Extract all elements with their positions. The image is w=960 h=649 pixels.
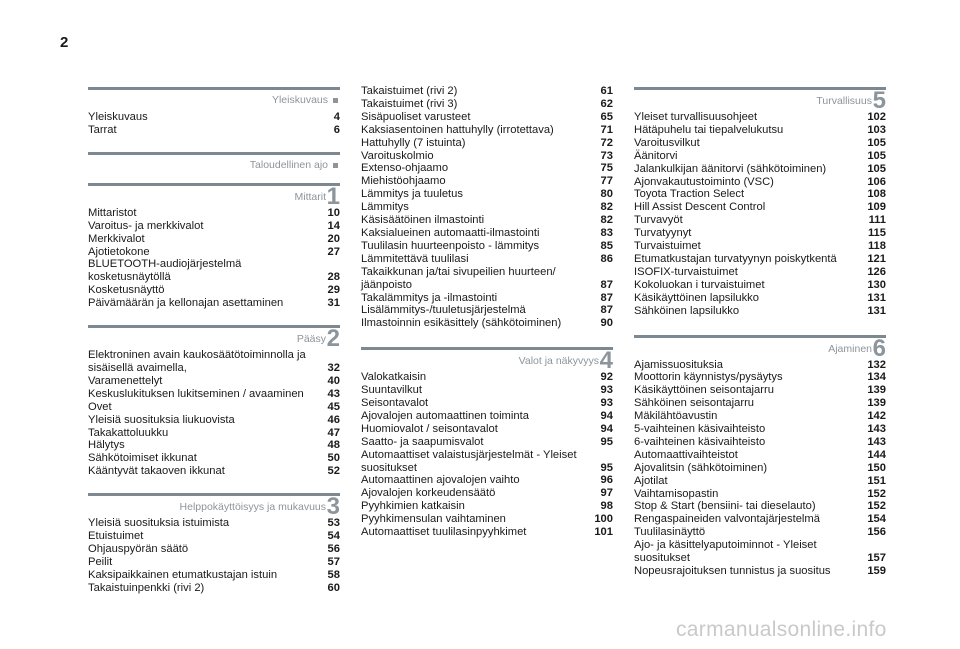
toc-entry[interactable] [634,266,886,279]
entry-page-number: 108 [867,188,886,201]
entry-page-number: 100 [594,513,613,526]
toc-entry[interactable] [88,517,340,530]
page-number: 2 [60,34,69,51]
entry-title: Hälytys [88,439,125,452]
entry-page-number: 31 [327,297,340,310]
entry-page-number: 144 [867,448,886,461]
toc-entry[interactable] [634,188,886,201]
entry-title: Miehistöohjaamo [361,175,446,188]
entry-page-number: 101 [594,526,613,539]
toc-entry[interactable] [634,201,886,214]
entry-title: Sisäpuoliset varusteet [361,110,471,123]
entry-page-number: 93 [600,397,613,410]
entry-page-number: 20 [327,232,340,245]
entry-title: Tuulilasinäyttö [634,526,706,539]
entry-page-number: 94 [600,422,613,435]
entry-title: Moottorin käynnistys/pysäytys [634,371,783,384]
toc-entry[interactable] [634,384,886,397]
toc-entry[interactable] [361,410,613,423]
entry-title: Nopeusrajoituksen tunnistus ja suositus [634,565,831,577]
entry-title: Äänitorvi [634,149,678,162]
toc-entry[interactable] [88,465,340,478]
entry-title: Varoitusvilkut [634,136,700,149]
toc-entry[interactable] [88,207,340,220]
entry-title: Kääntyvät takaoven ikkunat [88,465,225,478]
entry-page-number: 82 [600,201,613,214]
entry-page-number: 48 [327,439,340,452]
entry-title: Ajamissuosituksia [634,358,723,371]
toc-entry[interactable] [88,258,340,284]
entry-title: Sähkötoimiset ikkunat [88,452,197,465]
toc-entry[interactable] [634,436,886,449]
section-number: 1 [326,182,340,210]
entry-page-number: 27 [327,245,340,258]
entry-title: Sähköinen seisontajarru [634,397,755,410]
section-header [88,149,340,176]
entry-title: Mittaristot [88,206,137,219]
entry-title: Ajo- ja käsittelyaputoiminnot - Yleiset suositukset [634,539,817,565]
entry-title: Automaattivaihteistot [634,448,738,461]
entry-page-number: 87 [600,304,613,317]
entry-page-number: 47 [327,426,340,439]
entry-page-number: 57 [327,555,340,568]
toc-entry[interactable] [361,371,613,384]
entry-page-number: 71 [600,123,613,136]
toc-entry[interactable] [361,526,613,539]
entry-page-number: 53 [327,517,340,530]
entry-page-number: 90 [600,317,613,330]
entry-page-number: 92 [600,371,613,384]
entry-title: Ajovalojen korkeudensäätö [361,487,496,500]
toc-entry[interactable] [634,488,886,501]
toc-entry[interactable] [88,284,340,297]
section-header [361,344,613,375]
entry-title: Ajotilat [634,474,668,487]
entry-title: Ilmastoinnin esikäsittely (sähkötoiminen) [361,317,562,330]
toc-entry[interactable] [88,375,340,388]
toc-entry[interactable] [88,233,340,246]
toc-entry[interactable] [634,410,886,423]
square-marker-icon [333,163,338,168]
toc-entry[interactable] [634,359,886,372]
toc-entry[interactable] [88,427,340,440]
entry-page-number: 28 [327,271,340,284]
entry-page-number: 54 [327,530,340,543]
toc-entry[interactable] [634,279,886,292]
entry-page-number: 126 [867,265,886,278]
toc-entry[interactable] [361,449,613,475]
entry-page-number: 86 [600,252,613,265]
square-marker-icon [333,98,338,103]
entry-title: Ovet [88,400,112,413]
toc-entry[interactable] [634,111,886,124]
toc-entry[interactable] [88,556,340,569]
toc-entry[interactable] [361,98,613,111]
section-divider [88,87,340,90]
entry-title: Yleisiä suosituksia liukuovista [88,413,235,426]
entry-page-number: 29 [327,284,340,297]
entry-title: Lisälämmitys-/tuuletusjärjestelmä [361,304,526,317]
toc-entry[interactable] [361,487,613,500]
entry-title: Takakattoluukku [88,426,169,439]
entry-page-number: 150 [867,461,886,474]
toc-entry[interactable] [88,401,340,414]
entry-title: Jalankulkijan äänitorvi (sähkötoiminen) [634,162,827,175]
entry-title: Kaksipaikkainen etumatkustajan istuin [88,568,278,581]
entry-page-number: 134 [867,371,886,384]
entry-title: Käsisäätöinen ilmastointi [361,214,485,227]
entry-page-number: 154 [867,513,886,526]
entry-page-number: 4 [333,111,340,123]
toc-entry[interactable] [634,137,886,150]
entry-page-number: 115 [867,227,886,240]
entry-title: Extenso-ohjaamo [361,162,449,175]
entry-title: Kosketusnäyttö [88,284,165,297]
entry-page-number: 109 [867,201,886,214]
entry-page-number: 111 [868,214,886,227]
entry-page-number: 45 [327,400,340,413]
section-title: Taloudellinen ajo [249,158,328,171]
section-title: Yleiskuvaus [271,94,328,106]
entry-title: Lämmitettävä tuulilasi [361,252,469,265]
entry-page-number: 43 [327,387,340,400]
toc-entry[interactable] [361,474,613,487]
entry-title: Takaistuimet (rivi 2) [361,85,458,97]
toc-entry[interactable] [634,176,886,189]
entry-page-number: 131 [867,304,886,317]
entry-title: Ajovalojen automaattinen toiminta [361,409,529,422]
section-divider [634,87,886,90]
entry-title: Hill Assist Descent Control [634,201,766,214]
entry-title: Hätäpuhelu tai tiepalvelukutsu [634,123,784,136]
entry-page-number: 132 [867,358,886,371]
watermark: carmanualsonline.info [676,618,887,641]
toc-entry[interactable] [634,449,886,462]
entry-page-number: 40 [327,374,340,387]
entry-page-number: 93 [600,384,613,397]
entry-title: Käsikäyttöinen lapsilukko [634,291,759,304]
entry-title: Automaattiset valaistusjärjestelmät - Yleiset suositukset [361,448,577,474]
entry-title: 6-vaihteinen käsivaihteisto [634,435,766,448]
toc-entry[interactable] [88,246,340,259]
entry-title: Takaistuimet (rivi 3) [361,97,458,110]
section-divider [88,493,340,496]
entry-page-number: 143 [867,423,886,436]
entry-page-number: 156 [867,526,886,539]
entry-page-number: 106 [867,175,886,188]
toc-entry[interactable] [361,85,613,98]
entry-title: Automaattiset tuulilasinpyyhkimet [361,526,527,539]
entry-page-number: 143 [867,435,886,448]
toc-entry[interactable] [361,150,613,163]
section-divider [361,347,613,350]
section-number: 6 [872,334,886,362]
section-title: Ajaminen [828,342,872,355]
section-number: 4 [599,347,613,375]
toc-entry[interactable] [88,582,340,595]
entry-page-number: 85 [600,239,613,252]
entry-title: Huomiovalot / seisontavalot [361,422,498,435]
toc-entry[interactable] [88,569,340,582]
entry-title: Etumatkustajan turvatyynyn poiskytkentä [634,252,837,265]
entry-page-number: 130 [867,278,886,291]
toc-entry[interactable] [634,292,886,305]
entry-title: 5-vaihteinen käsivaihteisto [634,423,766,436]
section-divider [88,183,340,186]
section-number: 2 [326,325,340,353]
entry-title: Käsikäyttöinen seisontajarru [634,384,774,397]
entry-title: Varoituskolmio [361,149,434,162]
toc-entry[interactable] [634,150,886,163]
entry-title: Hattuhylly (7 istuinta) [361,136,466,149]
section-title: Pääsy [296,333,326,346]
entry-page-number: 96 [600,474,613,487]
toc-entry[interactable] [634,397,886,410]
entry-title: Suuntavilkut [361,384,422,397]
entry-title: Elektroninen avain kaukosäätötoiminnolla ja sisäisellä avaimella, [88,349,306,374]
toc-entry[interactable] [361,162,613,175]
entry-page-number: 139 [867,384,886,397]
entry-title: Valokatkaisin [361,371,427,384]
entry-page-number: 97 [600,487,613,500]
entry-title: Mäkilähtöavustin [634,410,718,423]
entry-title: Lämmitys [361,201,409,214]
entry-title: Päivämäärän ja kellonajan asettaminen [88,297,284,310]
toc-entry[interactable] [361,292,613,305]
entry-title: Stop & Start (bensiini- tai dieselauto) [634,500,816,513]
section-header [88,322,340,353]
toc-entry[interactable] [361,124,613,137]
section-divider [88,325,340,328]
toc-entry[interactable] [361,240,613,253]
toc-entry[interactable] [634,305,886,318]
entry-page-number: 98 [600,500,613,513]
toc-entry[interactable] [361,111,613,124]
entry-page-number: 10 [327,206,340,219]
entry-page-number: 118 [867,240,886,253]
toc-entry[interactable] [634,539,886,565]
entry-page-number: 32 [327,361,340,374]
entry-title: Sähköinen lapsilukko [634,304,740,317]
toc-entry[interactable] [361,266,613,292]
toc-entry[interactable] [361,214,613,227]
section-title: Mittarit [294,190,326,203]
entry-title: Kaksialueinen automaatti-ilmastointi [361,226,540,239]
toc-entry[interactable] [88,124,340,137]
entry-title: Yleiskuvaus [88,111,148,123]
entry-title: Toyota Traction Select [634,188,745,201]
toc-entry[interactable] [361,317,613,330]
toc-column-3 [634,80,886,578]
entry-title: Merkkivalot [88,232,145,245]
toc-entry[interactable] [361,201,613,214]
entry-title: ISOFIX-turvaistuimet [634,265,738,278]
entry-title: Varamenettelyt [88,374,163,387]
entry-title: Ohjauspyörän säätö [88,542,189,555]
entry-title: Saatto- ja saapumisvalot [361,435,484,448]
toc-entry[interactable] [361,188,613,201]
entry-page-number: 105 [867,162,886,175]
section-header [88,84,340,111]
entry-title: Rengaspaineiden valvontajärjestelmä [634,513,820,526]
toc-entry[interactable] [634,423,886,436]
entry-page-number: 87 [600,291,613,304]
entry-page-number: 77 [600,175,613,188]
toc-entry[interactable] [361,175,613,188]
entry-title: Seisontavalot [361,397,429,410]
toc-entry[interactable] [634,500,886,513]
section-header [634,84,886,114]
entry-title: Takaikkunan ja/tai sivupeilien huurteen/ jäänpoisto [361,265,556,291]
toc-entry[interactable] [88,414,340,427]
entry-page-number: 6 [333,123,340,136]
toc-column-2 [361,85,613,539]
entry-title: Tuulilasin huurteenpoisto - lämmitys [361,239,540,252]
entry-title: Yleiset turvallisuusohjeet [634,111,758,123]
entry-page-number: 82 [600,214,613,227]
entry-title: Keskuslukituksen lukitseminen / avaaminen [88,387,304,400]
toc-entry[interactable] [634,124,886,137]
entry-title: Takaistuinpenkki (rivi 2) [88,581,205,594]
entry-page-number: 72 [600,136,613,149]
toc-entry[interactable] [361,253,613,266]
toc-entry[interactable] [88,220,340,233]
toc-entry[interactable] [634,513,886,526]
toc-column-1 [88,80,340,603]
toc-entry[interactable] [634,214,886,227]
toc-entry[interactable] [361,384,613,397]
toc-entry[interactable] [88,388,340,401]
section-number: 3 [326,493,340,521]
entry-title: Turvavyöt [634,214,683,227]
entry-title: Ajotietokone [88,245,150,258]
toc-entry[interactable] [361,436,613,449]
entry-title: Peilit [88,555,113,568]
section-header [88,490,340,521]
toc-entry[interactable] [634,462,886,475]
entry-title: Yleisiä suosituksia istuimista [88,517,230,530]
toc-entry[interactable] [88,439,340,452]
section-title: Turvallisuus [816,95,872,107]
entry-page-number: 83 [600,226,613,239]
entry-title: Vaihtamisopastin [634,487,719,500]
toc-entry[interactable] [361,397,613,410]
toc-entry[interactable] [361,513,613,526]
toc-entry[interactable] [361,227,613,240]
entry-page-number: 152 [867,500,886,513]
entry-page-number: 131 [867,291,886,304]
section-number: 5 [872,87,886,114]
entry-page-number: 95 [600,461,613,474]
section-divider [88,152,340,155]
entry-title: Ajovalitsin (sähkötoiminen) [634,461,768,474]
entry-page-number: 159 [867,565,886,577]
entry-page-number: 142 [867,410,886,423]
entry-page-number: 95 [600,435,613,448]
entry-page-number: 60 [327,581,340,594]
toc-entry[interactable] [361,500,613,513]
entry-title: Turvaistuimet [634,240,701,253]
entry-page-number: 152 [867,487,886,500]
entry-title: Takalämmitys ja -ilmastointi [361,291,498,304]
entry-page-number: 61 [600,85,613,97]
entry-title: Lämmitys ja tuuletus [361,188,463,201]
entry-page-number: 105 [867,149,886,162]
entry-page-number: 80 [600,188,613,201]
entry-page-number: 151 [867,474,886,487]
section-divider [634,335,886,338]
entry-page-number: 65 [600,110,613,123]
entry-title: Pyyhkimien katkaisin [361,500,465,513]
toc-entry[interactable] [88,349,340,375]
entry-title: Pyyhkimensulan vaihtaminen [361,513,506,526]
section-title: Helppokäyttöisyys ja mukavuus [179,501,326,514]
toc-entry[interactable] [88,452,340,465]
toc-entry[interactable] [634,475,886,488]
toc-entry[interactable] [634,253,886,266]
section-title: Valot ja näkyvyys [518,355,599,368]
entry-page-number: 46 [327,413,340,426]
entry-title: Automaattinen ajovalojen vaihto [361,474,520,487]
entry-page-number: 73 [600,149,613,162]
section-header [634,332,886,362]
entry-title: Tarrat [88,123,117,136]
entry-page-number: 58 [327,568,340,581]
entry-title: BLUETOOTH-audiojärjestelmä kosketusnäytöllä [88,258,242,284]
entry-page-number: 52 [327,465,340,478]
section-header [88,180,340,210]
toc-entry[interactable] [634,163,886,176]
toc-entry[interactable] [634,565,886,578]
entry-page-number: 102 [867,111,886,123]
toc-entry[interactable] [634,526,886,539]
toc-entry[interactable] [361,423,613,436]
entry-page-number: 94 [600,409,613,422]
toc-entry[interactable] [634,227,886,240]
toc-entry[interactable] [361,137,613,150]
entry-title: Ajonvakautustoiminto (VSC) [634,175,774,188]
entry-page-number: 105 [867,136,886,149]
entry-page-number: 87 [600,278,613,291]
entry-title: Turvatyynyt [634,227,692,240]
entry-page-number: 14 [327,219,340,232]
toc-entry[interactable] [88,111,340,124]
entry-title: Varoitus- ja merkkivalot [88,219,204,232]
entry-page-number: 50 [327,452,340,465]
entry-page-number: 121 [867,252,886,265]
toc-entry[interactable] [361,304,613,317]
toc-entry[interactable] [88,297,340,310]
entry-page-number: 157 [867,552,886,565]
entry-page-number: 62 [600,97,613,110]
toc-entry[interactable] [634,371,886,384]
toc-entry[interactable] [634,240,886,253]
entry-title: Kokoluokan i turvaistuimet [634,278,765,291]
entry-title: Kaksiasentoinen hattuhylly (irrotettava) [361,123,554,136]
entry-page-number: 139 [867,397,886,410]
entry-page-number: 103 [867,123,886,136]
toc-entry[interactable] [88,543,340,556]
entry-page-number: 56 [327,542,340,555]
toc-entry[interactable] [88,530,340,543]
entry-page-number: 75 [600,162,613,175]
entry-title: Etuistuimet [88,530,144,543]
